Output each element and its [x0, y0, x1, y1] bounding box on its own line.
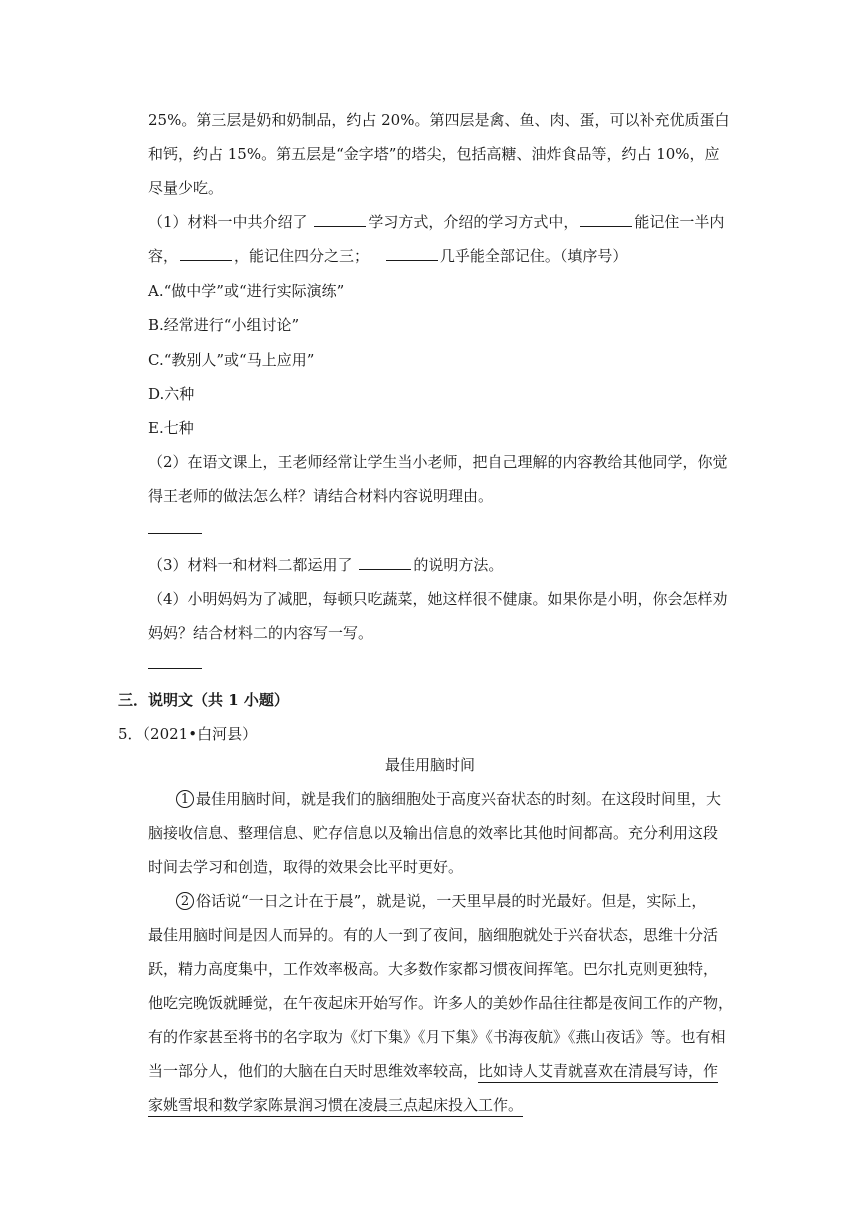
question-1-line-2: [148, 246, 627, 268]
article-title: 最佳用脑时间: [384, 756, 475, 774]
para-2-line-7: [148, 1095, 523, 1117]
question-1-text-c: 能记住一半内: [634, 213, 725, 231]
question-2-line-1: （2）在语文课上，王老师经常让学生当小老师，把自己理解的内容教给其他同学，你觉: [148, 453, 728, 471]
para-2-line-1: [176, 891, 706, 913]
para-1-text-1: 最佳用脑时间，就是我们的脑细胞处于高度兴奋状态的时刻。在这段时间里，大: [196, 790, 722, 808]
para-1-line-2: 脑接收信息、整理信息、贮存信息以及输出信息的效率比其他时间都高。充分利用这段: [148, 824, 719, 842]
option-b: B.经常进行“小组讨论”: [148, 316, 300, 334]
option-c: C.“教别人”或“马上应用”: [148, 351, 315, 369]
para-2-text-1: 俗话说“一日之计在于晨”，就是说，一天里早晨的时光最好。但是，实际上，: [196, 892, 707, 910]
passage-line-1: 25%。第三层是奶和奶制品，约占 20%。第四层是禽、鱼、肉、蛋，可以补充优质蛋白: [148, 111, 730, 129]
para-1-marker: 1: [176, 790, 194, 808]
para-2-text-7: 家姚雪垠和数学家陈景润习惯在凌晨三点起床投入工作。: [148, 1096, 523, 1117]
question-1-text-f: 几乎能全部记住。（填序号）: [439, 247, 628, 265]
para-2-line-2: 最佳用脑时间是因人而异的。有的人一到了夜间，脑细胞就处于兴奋状态，思维十分活: [148, 926, 719, 944]
question-3-line: [148, 555, 503, 577]
passage-line-3: 尽量少吃。: [148, 179, 224, 197]
question-1-text-a: （1）材料一中共介绍了: [148, 213, 308, 231]
para-2-text-6a: 当一部分人，他们的大脑在白天时思维效率较高，: [148, 1062, 479, 1080]
question-2-line-2: 得王老师的做法怎么样？请结合材料内容说明理由。: [148, 487, 494, 505]
question-1-text-d: 容，: [148, 247, 179, 265]
answer-blank-2[interactable]: [580, 212, 632, 227]
answer-line-q4[interactable]: [148, 667, 202, 669]
question-4-line-2: 妈妈？结合材料二的内容写一写。: [148, 624, 374, 642]
para-2-marker: 2: [176, 892, 194, 910]
para-2-line-5: 有的作家甚至将书的名字取为《灯下集》《月下集》《书海夜航》《燕山夜话》等。也有相: [148, 1028, 726, 1046]
option-e: E.七种: [148, 419, 194, 437]
para-2-line-3: 跃，精力高度集中，工作效率极高。大多数作家都习惯夜间挥笔。巴尔扎克则更独特，: [148, 960, 719, 978]
para-1-line-3: 时间去学习和创造，取得的效果会比平时更好。: [148, 858, 464, 876]
option-a: A.“做中学”或“进行实际演练”: [148, 282, 345, 300]
para-2-line-4: 他吃完晚饭就睡觉，在午夜起床开始写作。许多人的美妙作品往往都是夜间工作的产物，: [148, 994, 734, 1012]
para-2-line-6: [148, 1061, 718, 1083]
para-1-line-1: [176, 789, 721, 811]
answer-blank-4[interactable]: [386, 246, 438, 261]
answer-blank-1[interactable]: [314, 212, 366, 227]
passage-line-2: 和钙，约占 15%。第五层是“金字塔”的塔尖，包括高糖、油炸食品等，约占 10%，应: [148, 145, 720, 163]
question-5-number: 5．（2021•白河县）: [118, 725, 258, 743]
answer-blank-5[interactable]: [359, 555, 411, 570]
question-1-text-e: ，能记住四分之三；: [234, 247, 370, 265]
answer-line-q2[interactable]: [148, 532, 202, 534]
section-heading: 三．说明文（共 1 小题）: [118, 691, 289, 709]
question-1-text-b: 学习方式，介绍的学习方式中，: [368, 213, 579, 231]
question-3-text-b: 的说明方法。: [413, 556, 504, 574]
question-4-line-1: （4）小明妈妈为了减肥，每顿只吃蔬菜，她这样很不健康。如果你是小明，你会怎样劝: [148, 590, 728, 608]
question-3-text-a: （3）材料一和材料二都运用了: [148, 556, 353, 574]
para-2-text-6b: 比如诗人艾青就喜欢在清晨写诗，作: [478, 1062, 718, 1083]
option-d: D.六种: [148, 385, 195, 403]
question-1-line-1: [148, 212, 724, 234]
answer-blank-3[interactable]: [180, 246, 232, 261]
